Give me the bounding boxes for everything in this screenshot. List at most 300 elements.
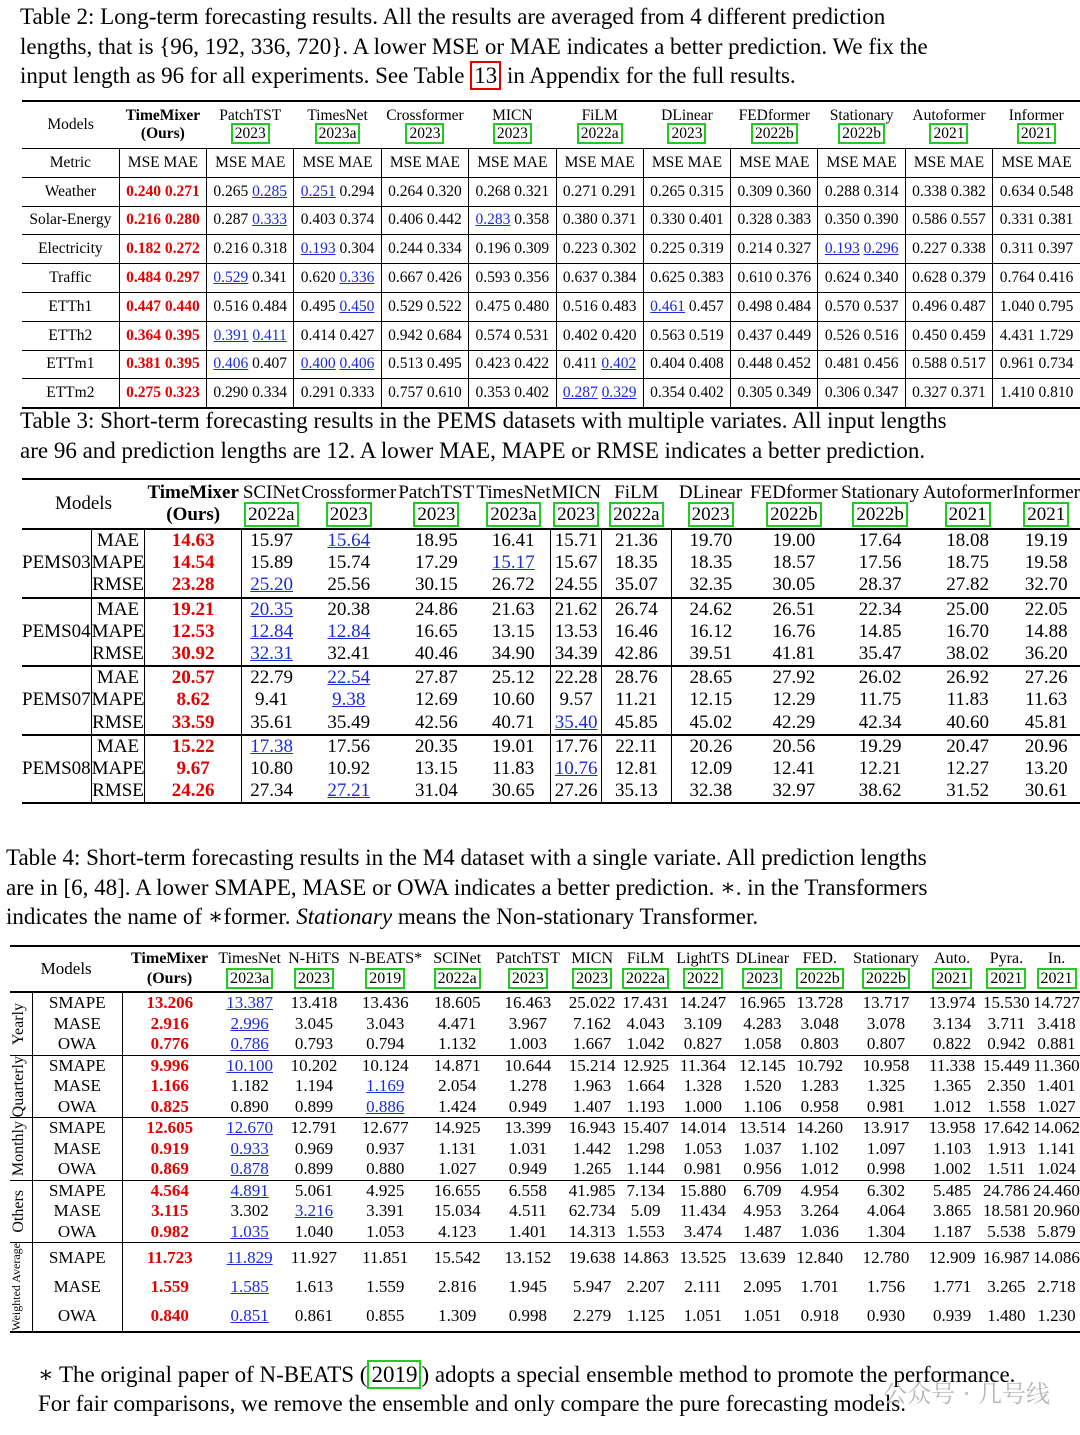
- value-text: 1.771: [932, 1276, 972, 1296]
- metric-pair: [294, 350, 381, 379]
- value-cell: 0.349: [776, 384, 812, 402]
- model-header: [923, 479, 1013, 529]
- metric-pair: [469, 379, 556, 408]
- model-name: Informer: [1012, 482, 1080, 503]
- value-text: 1.487: [743, 1221, 782, 1241]
- value-cell: 0.422: [514, 355, 550, 373]
- citation-link[interactable]: 2021: [1023, 502, 1069, 527]
- value-cell: 0.537: [863, 297, 899, 315]
- value-text: 22.28: [554, 667, 598, 689]
- metric-pair: [643, 321, 730, 350]
- metric-label: SMAPE: [32, 1055, 122, 1076]
- value-cell: [792, 1243, 847, 1273]
- value-cell: [476, 574, 550, 597]
- value-cell: [671, 574, 750, 597]
- value-text: 11.364: [679, 1055, 726, 1075]
- metric-pair: [469, 235, 556, 264]
- value-text: 0.998: [866, 1159, 906, 1179]
- value-cell: [396, 712, 476, 735]
- value-cell: [792, 1272, 847, 1301]
- value-cell: [618, 992, 673, 1014]
- value-cell: [425, 1272, 490, 1301]
- value-text: 19.00: [772, 530, 816, 552]
- table-row: [10, 1014, 1080, 1035]
- citation-link[interactable]: 2019: [365, 968, 405, 989]
- citation-link[interactable]: 2022a: [434, 968, 481, 989]
- value-cell: [282, 1139, 345, 1160]
- value-text: 27.92: [772, 667, 816, 689]
- value-text: 12.84: [250, 620, 293, 642]
- dataset-label: Electricity: [38, 240, 103, 258]
- value-cell: [566, 1118, 618, 1139]
- value-cell: 0.401: [688, 211, 724, 229]
- value-cell: [618, 1159, 673, 1180]
- value-cell: 0.272: [164, 240, 200, 258]
- value-cell: [282, 1034, 345, 1055]
- value-text: 1.325: [866, 1076, 906, 1096]
- value-cell: [980, 1076, 1033, 1097]
- value-text: 35.49: [327, 711, 371, 733]
- model-name: In.: [1047, 950, 1066, 967]
- citation-link[interactable]: 2023a: [315, 123, 361, 144]
- metric-pair: [818, 149, 905, 178]
- value-cell: [792, 1180, 847, 1201]
- value-text: 13.525: [679, 1247, 727, 1267]
- table4-caption-line1: Table 4: Short-term forecasting results in the M4 dataset with a single variate. All prediction lengths: [6, 845, 927, 870]
- value-cell: 0.942: [388, 326, 423, 344]
- value-cell: [673, 1180, 732, 1201]
- value-text: 0.855: [366, 1306, 405, 1326]
- value-text: 26.72: [491, 574, 535, 596]
- model-citation: [671, 504, 750, 526]
- model-citation: [476, 504, 550, 526]
- citation-link[interactable]: 2023: [413, 502, 459, 527]
- metric-mae: MAE: [687, 153, 723, 171]
- value-text: 19.21: [171, 598, 215, 620]
- metric-mae: MAE: [774, 153, 810, 171]
- value-text: 18.95: [414, 530, 458, 552]
- table-13-ref-link[interactable]: 13: [470, 61, 501, 90]
- metric-label: RMSE: [91, 643, 145, 666]
- table-row: [10, 1076, 1080, 1097]
- value-cell: [847, 1201, 924, 1222]
- value-text: 16.943: [568, 1118, 616, 1138]
- value-cell: 0.516: [863, 326, 899, 344]
- metric-mae: MAE: [600, 153, 635, 171]
- value-cell: 0.516: [213, 297, 249, 315]
- value-cell: [673, 1076, 732, 1097]
- value-cell: 0.374: [339, 211, 375, 229]
- value-text: 1.945: [508, 1276, 548, 1296]
- value-cell: [217, 1159, 283, 1180]
- model-name: SCINet: [433, 950, 482, 967]
- value-cell: [671, 552, 750, 574]
- value-cell: [923, 529, 1013, 552]
- value-cell: [838, 552, 923, 574]
- value-cell: 0.414: [300, 326, 336, 344]
- value-cell: [1012, 666, 1080, 689]
- value-cell: [838, 758, 923, 780]
- metric-pair: [993, 292, 1080, 321]
- model-citation: [345, 969, 424, 989]
- value-text: 1.012: [932, 1096, 972, 1116]
- table2-caption: [20, 2, 1080, 91]
- metric-pair: [556, 149, 643, 178]
- value-cell: [145, 643, 241, 666]
- value-cell: [425, 1159, 490, 1180]
- value-text: 1.058: [743, 1034, 782, 1054]
- citation-link[interactable]: 2023: [553, 502, 599, 527]
- value-cell: [301, 758, 396, 780]
- value-cell: 0.333: [339, 384, 375, 402]
- model-header: [294, 101, 381, 149]
- metric-pair: [294, 235, 381, 264]
- value-cell: [282, 1201, 345, 1222]
- header-row: [10, 946, 1080, 992]
- value-text: 8.62: [176, 689, 210, 711]
- value-cell: 0.404: [650, 355, 686, 373]
- metric-pair: [905, 321, 992, 350]
- value-cell: 0.610: [426, 384, 462, 402]
- value-cell: [838, 735, 923, 758]
- value-cell: [396, 780, 476, 803]
- value-cell: 0.371: [601, 211, 637, 229]
- value-text: 16.46: [615, 620, 658, 642]
- value-cell: [122, 1222, 216, 1243]
- value-cell: 0.390: [863, 211, 899, 229]
- value-cell: [750, 529, 838, 552]
- value-cell: 0.397: [1038, 240, 1074, 258]
- value-cell: [425, 1055, 490, 1076]
- value-cell: 0.380: [562, 211, 598, 229]
- model-citation: [818, 125, 905, 143]
- value-text: 1.053: [366, 1221, 405, 1241]
- value-text: 12.29: [772, 689, 816, 711]
- model-header: [1012, 479, 1080, 529]
- nbeats-citation-link[interactable]: 2019: [367, 1360, 421, 1389]
- metric-pair: [993, 321, 1080, 350]
- metric-pair: [294, 379, 381, 408]
- model-citation: [217, 969, 283, 989]
- citation-link[interactable]: 2021: [986, 968, 1026, 989]
- footnote-line1-post: ) adopts a special ensemble method to promote the performance.: [421, 1362, 1016, 1387]
- citation-link[interactable]: 2021: [932, 968, 972, 989]
- metric-pair: [643, 206, 730, 235]
- value-cell: [618, 1201, 673, 1222]
- value-cell: 0.294: [339, 182, 375, 200]
- value-cell: [671, 598, 750, 621]
- value-cell: [345, 1034, 424, 1055]
- value-cell: [345, 1139, 424, 1160]
- metric-pair: [905, 206, 992, 235]
- value-cell: 0.400: [300, 355, 336, 373]
- citation-link[interactable]: 2023: [405, 123, 444, 144]
- value-cell: 0.411: [563, 355, 598, 373]
- value-cell: 0.423: [475, 355, 511, 373]
- value-text: 1.553: [626, 1221, 665, 1241]
- citation-link[interactable]: 2023: [742, 968, 782, 989]
- value-cell: 0.411: [252, 326, 287, 344]
- model-name: MICN: [551, 482, 601, 503]
- metric-pair: [905, 235, 992, 264]
- model-name: Pyra.: [989, 950, 1024, 967]
- value-cell: [673, 992, 732, 1014]
- value-text: 1.012: [800, 1159, 839, 1179]
- model-name: Autoformer: [912, 107, 986, 124]
- citation-link[interactable]: 2022a: [577, 123, 623, 144]
- dataset-label: [10, 992, 32, 1055]
- value-text: 18.35: [689, 552, 733, 574]
- header-row: [22, 101, 1080, 149]
- value-text: 1.265: [573, 1159, 612, 1179]
- value-text: 31.52: [946, 780, 989, 802]
- metric-mse: MSE: [389, 153, 426, 171]
- metric-mae: MAE: [949, 153, 985, 171]
- value-text: 20.26: [689, 735, 733, 757]
- value-cell: 0.319: [688, 240, 724, 258]
- value-cell: [345, 1301, 424, 1331]
- table-row: [10, 1222, 1080, 1243]
- value-cell: 0.321: [514, 182, 550, 200]
- metric-pair: [818, 379, 905, 408]
- model-name: DLinear: [735, 950, 790, 967]
- model-header: [733, 946, 792, 992]
- citation-link[interactable]: 2023: [688, 502, 734, 527]
- dataset-rotated: Monthly: [10, 1121, 27, 1177]
- value-text: 0.981: [866, 1096, 906, 1116]
- value-cell: 0.336: [339, 269, 375, 287]
- value-text: 1.187: [932, 1221, 972, 1241]
- metric-pair: [207, 321, 294, 350]
- value-cell: [1012, 529, 1080, 552]
- metric-pair: [207, 177, 294, 206]
- value-cell: [1033, 1243, 1080, 1273]
- metric-label: MASE: [32, 1014, 122, 1035]
- dataset-label: Solar-Energy: [29, 211, 112, 229]
- citation-link[interactable]: 2021: [945, 502, 991, 527]
- citation-link[interactable]: 2022a: [622, 968, 669, 989]
- value-cell: 0.684: [426, 326, 462, 344]
- value-cell: 0.481: [824, 355, 860, 373]
- metric-pair: [381, 321, 468, 350]
- value-cell: [566, 1222, 618, 1243]
- value-cell: [602, 780, 671, 803]
- value-cell: [476, 666, 550, 689]
- value-text: 1.559: [366, 1276, 405, 1296]
- value-text: 12.81: [615, 757, 658, 779]
- value-cell: [980, 1201, 1033, 1222]
- value-text: 4.925: [366, 1180, 405, 1200]
- metric-pair: [643, 177, 730, 206]
- value-cell: [282, 1055, 345, 1076]
- value-cell: [750, 598, 838, 621]
- value-text: 11.927: [290, 1247, 338, 1267]
- metric-mae: MAE: [163, 153, 198, 171]
- metric-mse: MSE: [913, 153, 950, 171]
- value-cell: [425, 1201, 490, 1222]
- citation-link[interactable]: 2021: [929, 123, 968, 144]
- value-text: 0.825: [150, 1096, 189, 1116]
- citation-link[interactable]: 2022a: [244, 502, 298, 527]
- value-text: 10.80: [250, 757, 293, 779]
- table-row: [22, 379, 1080, 408]
- value-text: 39.51: [689, 643, 733, 665]
- metric-label: SMAPE: [32, 992, 122, 1014]
- metric-pair: [556, 350, 643, 379]
- table-row: [10, 992, 1080, 1014]
- citation-link[interactable]: 2023a: [486, 502, 540, 527]
- table-row: [22, 780, 1080, 803]
- citation-link[interactable]: 2022: [683, 968, 723, 989]
- value-cell: [476, 552, 550, 574]
- value-cell: [145, 780, 241, 803]
- value-cell: [551, 780, 602, 803]
- value-text: 34.39: [554, 643, 598, 665]
- value-cell: [425, 1180, 490, 1201]
- model-citation: [556, 125, 643, 143]
- citation-link[interactable]: 2023: [667, 123, 706, 144]
- value-cell: [923, 780, 1013, 803]
- value-cell: 0.402: [562, 326, 598, 344]
- citation-link[interactable]: 2022b: [838, 123, 885, 144]
- value-cell: [396, 598, 476, 621]
- value-text: 30.61: [1024, 780, 1068, 802]
- model-name: Crossformer: [386, 107, 464, 124]
- value-cell: [301, 666, 396, 689]
- value-cell: 0.333: [252, 211, 288, 229]
- value-cell: 0.420: [601, 326, 637, 344]
- value-cell: [425, 1222, 490, 1243]
- value-text: 3.134: [932, 1013, 972, 1033]
- value-cell: 0.480: [514, 297, 550, 315]
- value-text: 17.642: [983, 1118, 1030, 1138]
- value-cell: [750, 552, 838, 574]
- value-text: 20.47: [946, 735, 989, 757]
- value-cell: [792, 1076, 847, 1097]
- value-cell: [1012, 598, 1080, 621]
- value-cell: [733, 1222, 792, 1243]
- model-name: FEDformer: [738, 107, 811, 124]
- metric-pair: [119, 264, 206, 293]
- citation-link[interactable]: 2023: [493, 123, 532, 144]
- value-cell: [490, 1222, 567, 1243]
- value-cell: [345, 1272, 424, 1301]
- value-text: 18.35: [615, 552, 658, 574]
- value-cell: [980, 1243, 1033, 1273]
- value-text: 1.424: [438, 1096, 477, 1116]
- value-text: 33.59: [171, 711, 215, 733]
- citation-link[interactable]: 2022a: [609, 502, 663, 527]
- value-cell: [282, 1180, 345, 1201]
- citation-link[interactable]: 2023: [231, 123, 270, 144]
- value-cell: [673, 1055, 732, 1076]
- value-cell: [1033, 992, 1080, 1014]
- value-cell: 0.358: [514, 211, 550, 229]
- value-cell: 0.734: [1038, 355, 1074, 373]
- value-cell: [671, 735, 750, 758]
- value-text: 4.511: [509, 1201, 547, 1221]
- value-text: 18.57: [772, 552, 816, 574]
- model-name: Autoformer: [922, 482, 1013, 503]
- citation-link[interactable]: 2023: [508, 968, 548, 989]
- value-text: 1.328: [683, 1076, 723, 1096]
- model-name: Stationary: [841, 482, 920, 503]
- value-cell: 0.496: [912, 297, 948, 315]
- value-cell: [122, 1118, 216, 1139]
- metric-pair: [818, 321, 905, 350]
- metric-pair: [381, 264, 468, 293]
- value-cell: [217, 1034, 283, 1055]
- table-row: [10, 1097, 1080, 1118]
- value-text: 26.74: [615, 598, 658, 620]
- table-row: [22, 292, 1080, 321]
- model-header: [241, 479, 301, 529]
- citation-link[interactable]: 2022b: [852, 502, 908, 527]
- value-cell: [566, 1180, 618, 1201]
- citation-link[interactable]: 2022b: [796, 968, 844, 989]
- value-cell: [1033, 1180, 1080, 1201]
- value-cell: 0.557: [950, 211, 986, 229]
- metric-label: MASE: [32, 1201, 122, 1222]
- value-cell: 0.251: [300, 182, 336, 200]
- value-cell: [1012, 574, 1080, 597]
- citation-link[interactable]: 2023a: [226, 968, 273, 989]
- table-row: [22, 529, 1080, 552]
- value-cell: [217, 1272, 283, 1301]
- value-cell: [476, 529, 550, 552]
- citation-link[interactable]: 2023: [326, 502, 372, 527]
- citation-link[interactable]: 2021: [1037, 968, 1077, 989]
- value-text: 15.407: [622, 1118, 669, 1138]
- value-text: 19.638: [568, 1247, 616, 1267]
- value-text: 28.65: [689, 667, 733, 689]
- value-text: 3.216: [294, 1201, 334, 1221]
- value-text: 0.807: [866, 1034, 906, 1054]
- value-text: 9.996: [150, 1055, 189, 1075]
- value-text: 4.954: [800, 1180, 839, 1200]
- model-citation: [792, 969, 847, 989]
- value-text: 18.605: [433, 993, 481, 1013]
- table4-caption-italic: Stationary: [296, 904, 393, 929]
- citation-link[interactable]: 2023: [294, 968, 334, 989]
- citation-link[interactable]: 2022b: [751, 123, 798, 144]
- value-cell: [566, 1301, 618, 1331]
- citation-link[interactable]: 2021: [1017, 123, 1056, 144]
- model-citation: [490, 969, 567, 989]
- metric-pair: [905, 350, 992, 379]
- value-cell: 0.548: [1038, 182, 1074, 200]
- value-text: 0.881: [1037, 1034, 1076, 1054]
- value-cell: [980, 1222, 1033, 1243]
- table-row: [10, 1272, 1080, 1301]
- value-cell: [490, 1180, 567, 1201]
- citation-link[interactable]: 2022b: [766, 502, 822, 527]
- value-text: 11.83: [946, 689, 989, 711]
- value-text: 38.62: [858, 780, 902, 802]
- value-cell: [122, 1097, 216, 1118]
- value-cell: [1033, 1076, 1080, 1097]
- citation-link[interactable]: 2023: [572, 968, 612, 989]
- value-cell: 0.384: [601, 269, 637, 287]
- model-name: DLinear: [661, 107, 713, 124]
- citation-link[interactable]: 2022b: [862, 968, 910, 989]
- value-text: 19.29: [858, 735, 902, 757]
- value-cell: [301, 598, 396, 621]
- value-cell: [924, 1222, 979, 1243]
- value-text: 13.387: [226, 993, 273, 1013]
- value-cell: [217, 1076, 283, 1097]
- value-text: 7.162: [573, 1013, 612, 1033]
